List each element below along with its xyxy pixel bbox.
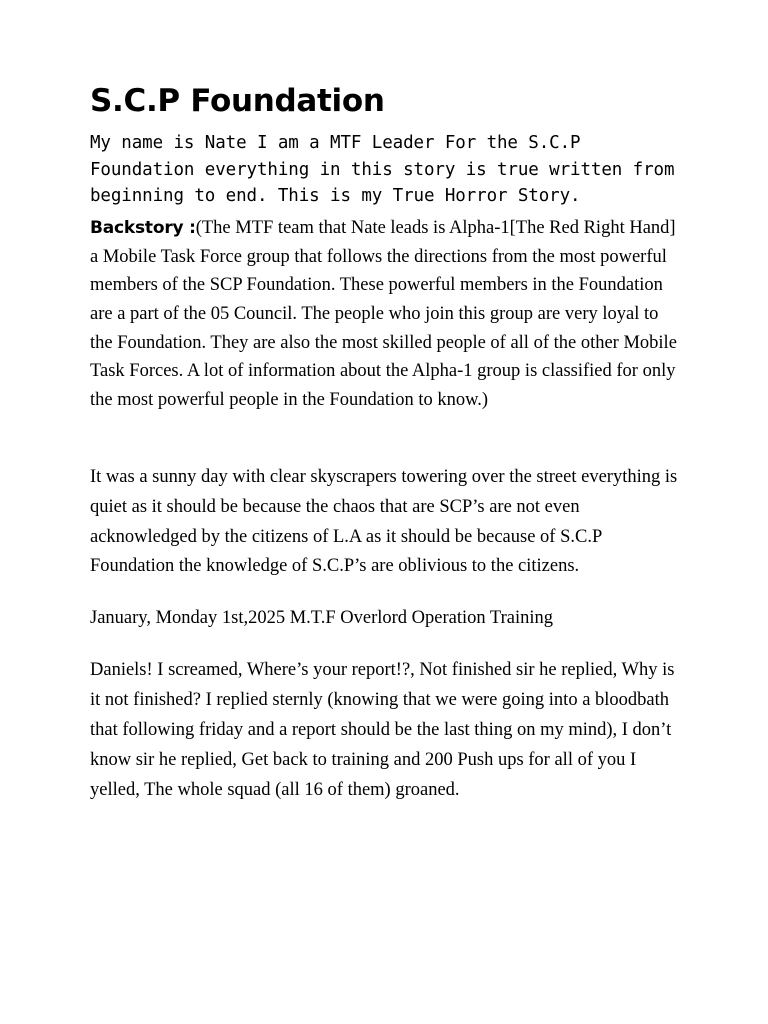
backstory-text: (The MTF team that Nate leads is Alpha-1[The Red Right Hand] a Mobile Task Force group that follows the directions from the most powerful members of the SCP Foundation. These powerful members in the Foundation are a part of the 05 Council. The people who join this group are very loyal to the Foundation. They are also the most skilled people of all of the other Mobile Task Forces. A lot of information about the Alpha-1 group is classified for only the most powerful people in the Foundation to know.)	[90, 217, 677, 410]
body-paragraph-3: Daniels! I screamed, Where’s your report!?, Not finished sir he replied, Why is it not finished? I replied sternly (knowing that we were going into a bloodbath that following friday and a report should be the last thing on my mind), I don’t know sir he replied, Get back to training and 200 Push ups for all of you I yelled, The whole squad (all 16 of them) groaned.	[90, 660, 675, 801]
backstory-label: Backstory :	[90, 217, 196, 238]
body-paragraph-1: It was a sunny day with clear skyscrapers towering over the street everything is quiet as it should be because the chaos that are SCP’s are not even acknowledged by the citizens of L.A as it should be because of S.C.P Foundation the knowledge of S.C.P’s are oblivious to the citizens.	[90, 466, 678, 577]
backstory-paragraph	[90, 214, 678, 415]
page-title: S.C.P Foundation	[90, 83, 385, 119]
body-paragraph-2: January, Monday 1st,2025 M.T.F Overlord Operation Training	[90, 608, 553, 629]
intro-paragraph: My name is Nate I am a MTF Leader For the S.C.P Foundation everything in this story is true written from beginning to end. This is my True Horror Story.	[90, 133, 675, 207]
section-spacer	[90, 415, 678, 463]
